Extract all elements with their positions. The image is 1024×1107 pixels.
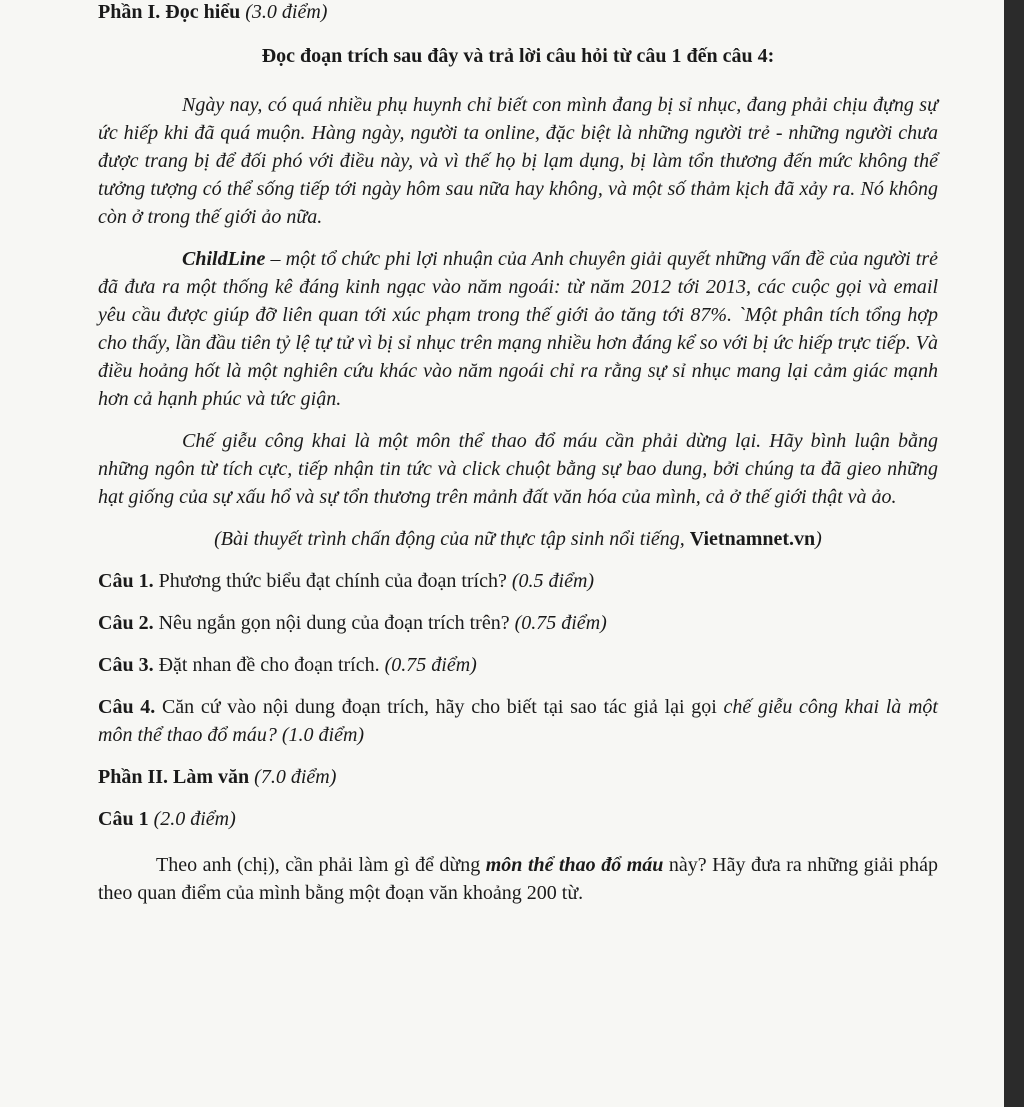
question-4 xyxy=(98,693,938,749)
question-4-points: (1.0 điểm) xyxy=(276,724,365,746)
task-text-after: này? Hãy đưa ra những giải pháp theo quan điểm của mình bằng một đoạn văn khoảng 200 từ. xyxy=(98,854,938,904)
part2-title: Phần II. Làm văn xyxy=(98,766,250,788)
reading-instruction: Đọc đoạn trích sau đây và trả lời câu hỏi từ câu 1 đến câu 4: xyxy=(261,45,775,67)
passage-paragraph-3: Chế giễu công khai là một môn thể thao đổ máu cần phải dừng lại. Hãy bình luận bằng những ngôn từ tích cực, tiếp nhận tin tức và click chuột bằng sự bao dung, bởi chúng ta đã gieo những hạt giống của sự xấu hổ và sự tổn thương trên mảnh đất văn hóa của mình, cả ở thế giới thật và ảo. xyxy=(98,430,938,508)
part2-question-1-heading xyxy=(98,805,938,833)
question-2-label: Câu 2. xyxy=(98,612,154,634)
part2-heading xyxy=(98,763,938,791)
source-site: Vietnamnet.vn xyxy=(689,528,816,550)
passage-paragraph-2 xyxy=(98,245,938,413)
question-3-points: (0.75 điểm) xyxy=(384,654,477,676)
question-1-points: (0.5 điểm) xyxy=(511,570,595,592)
question-2 xyxy=(98,609,938,637)
part2-question-1-points: (2.0 điểm) xyxy=(153,808,236,830)
question-3-label: Câu 3. xyxy=(98,654,154,676)
question-2-points: (0.75 điểm) xyxy=(514,612,607,634)
part2-question-1-label: Câu 1 xyxy=(98,808,149,830)
passage-paragraph-1: Ngày nay, có quá nhiều phụ huynh chỉ biết con mình đang bị sỉ nhục, đang phải chịu đựng sự ức hiếp khi đã quá muộn. Hàng ngày, người ta online, đặc biệt là những người trẻ - những người chưa được trang bị để đối phó với điều này, và vì thế họ bị lạm dụng, bị làm tổn thương đến mức không thể tưởng tượng có thể sống tiếp tới ngày hôm sau nữa hay không, và một số thảm kịch đã xảy ra. Nó không còn ở trong thế giới ảo nữa. xyxy=(98,94,938,228)
question-1-text: Phương thức biểu đạt chính của đoạn trích? xyxy=(153,570,512,592)
passage-source xyxy=(98,525,938,553)
part1-points: (3.0 điểm) xyxy=(245,1,328,23)
task-emphasis: môn thể thao đổ máu xyxy=(485,854,664,876)
question-4-text: Căn cứ vào nội dung đoạn trích, hãy cho biết tại sao tác giả lại gọi xyxy=(155,696,724,718)
question-4-quote: chế giễu công khai là một môn thể thao đổ máu? xyxy=(98,696,938,746)
question-4-label: Câu 4. xyxy=(98,696,156,718)
question-1-label: Câu 1. xyxy=(98,570,154,592)
exam-document xyxy=(98,0,938,907)
question-2-text: Nêu ngắn gọn nội dung của đoạn trích trên? xyxy=(153,612,515,634)
childline-name: ChildLine xyxy=(182,248,266,270)
part2-points: (7.0 điểm) xyxy=(254,766,337,788)
task-text-before: Theo anh (chị), cần phải làm gì để dừng xyxy=(156,854,486,876)
question-1 xyxy=(98,567,938,595)
source-text: (Bài thuyết trình chấn động của nữ thực tập sinh nổi tiếng, xyxy=(214,528,690,550)
screen-edge xyxy=(1004,0,1024,1107)
question-3 xyxy=(98,651,938,679)
source-close: ) xyxy=(815,528,822,550)
question-3-text: Đặt nhan đề cho đoạn trích. xyxy=(153,654,385,676)
part1-title: Phần I. Đọc hiểu xyxy=(98,1,241,23)
part2-question-1-task xyxy=(98,851,938,907)
passage-paragraph-2-text: – một tổ chức phi lợi nhuận của Anh chuyên giải quyết những vấn đề của người trẻ đã đưa ra một thống kê đáng kinh ngạc vào năm ngoái: từ năm 2012 tới 2013, các cuộc gọi và email yêu cầu được giúp đỡ liên quan tới xúc phạm trong thế giới ảo tăng tới 87%. `Một phân tích tổng hợp cho thấy, lần đầu tiên tỷ lệ tự tử vì bị sỉ nhục trên mạng nhiều hơn đáng kể so với bị ức hiếp trực tiếp. Và điều hoảng hốt là một nghiên cứu khác vào năm ngoái chỉ ra rằng sự sỉ nhục mang lại cảm giác mạnh hơn cả hạnh phúc và tức giận. xyxy=(98,248,938,410)
part1-heading xyxy=(98,0,938,26)
